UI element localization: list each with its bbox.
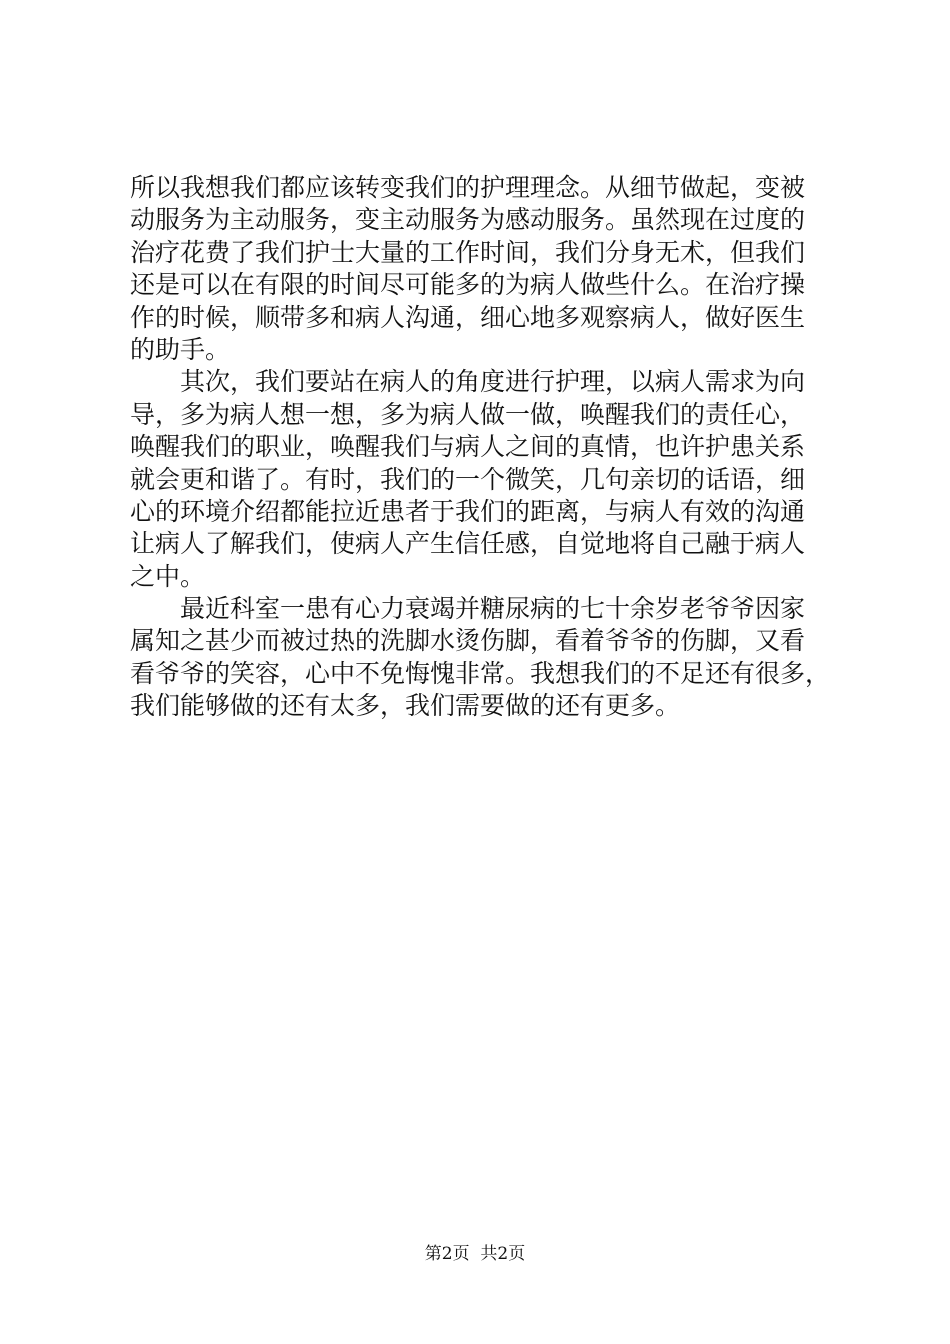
text-line-4: 还是可以在有限的时间尽可能多的为病人做些什么。在治疗操 — [130, 270, 806, 300]
text-line-2: 动服务为主动服务，变主动服务为感动服务。虽然现在过度的 — [130, 205, 806, 235]
text-line-13: 之中。 — [130, 561, 206, 591]
text-line-16: 看爷爷的笑容，心中不免悔愧非常。我想我们的不足还有很多， — [130, 658, 831, 688]
body-text — [130, 172, 830, 723]
text-line-14: 最近科室一患有心力衰竭并糖尿病的七十余岁老爷爷因家 — [180, 594, 806, 624]
text-line-3: 治疗花费了我们护士大量的工作时间，我们分身无术，但我们 — [130, 237, 806, 267]
text-line-15: 属知之甚少而被过热的洗脚水烫伤脚，看着爷爷的伤脚，又看 — [130, 626, 806, 656]
text-line-7: 其次，我们要站在病人的角度进行护理，以病人需求为向 — [180, 367, 806, 397]
text-line-17: 我们能够做的还有太多，我们需要做的还有更多。 — [130, 691, 681, 721]
text-line-9: 唤醒我们的职业，唤醒我们与病人之间的真情，也许护患关系 — [130, 432, 806, 462]
total-pages: 共2页 — [480, 1244, 526, 1264]
text-line-5: 作的时候，顺带多和病人沟通，细心地多观察病人，做好医生 — [130, 302, 806, 332]
text-line-11: 心的环境介绍都能拉近患者于我们的距离，与病人有效的沟通 — [130, 496, 806, 526]
page-number: 第2页 — [424, 1244, 470, 1264]
text-line-10: 就会更和谐了。有时，我们的一个微笑，几句亲切的话语，细 — [130, 464, 806, 494]
text-line-8: 导，多为病人想一想，多为病人做一做，唤醒我们的责任心， — [130, 399, 806, 429]
text-line-6: 的助手。 — [130, 334, 231, 364]
text-line-12: 让病人了解我们，使病人产生信任感，自觉地将自己融于病人 — [130, 529, 806, 559]
page-footer — [0, 1243, 950, 1265]
text-line-1: 所以我想我们都应该转变我们的护理理念。从细节做起，变被 — [130, 173, 806, 202]
